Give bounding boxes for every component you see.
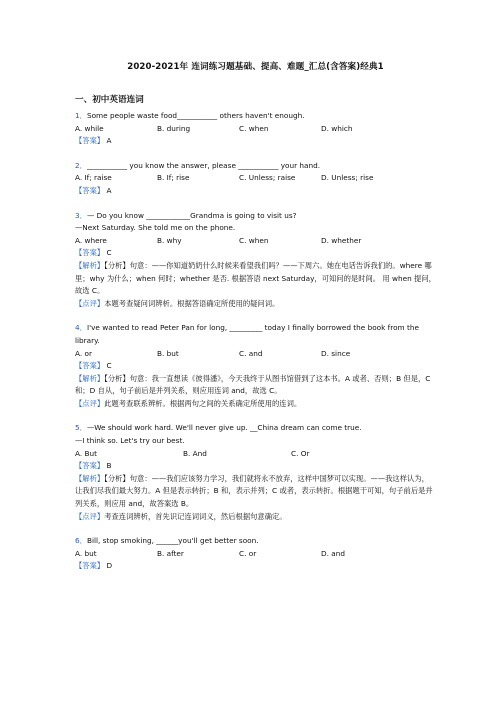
answer-value: C (106, 361, 112, 371)
option-b: B. after (157, 548, 184, 558)
analysis-text: 【分析】句意：——你知道奶奶什么时候来看望我们吗？——下周六。她在电话告诉我们的。where 哪里；why 为什么；when 何时；whether 是否. 根据答语 next Saturday，可知问的是时间。 用 when 提问，故选 C。 (75, 260, 436, 296)
question-4 (75, 322, 436, 410)
option-a: A. while (75, 123, 104, 133)
option-d: D. which (321, 123, 353, 133)
option-c: C. Unless; raise (239, 173, 296, 183)
option-a: A. but (75, 548, 97, 558)
answer-tag: 【答案】 (75, 361, 105, 371)
page-title: 2020-2021年 连词练习题基础、提高、难题_汇总(含答案)经典1 (127, 62, 384, 72)
question-2 (75, 160, 436, 198)
question-stem-reply: —Next Saturday. She told me on the phone. (75, 223, 236, 233)
options (75, 172, 436, 185)
question-number: 3． (75, 210, 87, 220)
comment-tag: 【点评】 (75, 298, 105, 308)
question-number: 6． (75, 536, 87, 546)
question-6 (75, 535, 436, 573)
answer-value: B (106, 461, 112, 471)
question-3 (75, 210, 436, 311)
analysis-text: 【分析】句意：——我们应该努力学习，我们就将永不放弃，这样中国梦可以实现。——我这样认为，让我们尽我们最大努力。A 但是表示转折；B 和，表示并列；C 或者，表示转折。根据题干可知，句子前后是并列关系，则应用 and，故答案选 B。 (75, 473, 433, 509)
question-1 (75, 110, 436, 148)
comment-tag: 【点评】 (75, 511, 105, 521)
option-d: D. and (321, 548, 345, 558)
question-stem: ___________ you know the answer, please ___________ your hand. (86, 160, 321, 170)
question-number: 1． (75, 111, 87, 120)
question-5 (75, 422, 436, 523)
answer-tag: 【答案】 (75, 461, 105, 471)
option-a: A. But (75, 448, 97, 458)
option-a: A. where (75, 235, 107, 245)
analysis-tag: 【解析】 (75, 373, 105, 383)
option-a: A. or (75, 348, 92, 358)
answer-tag: 【答案】 (75, 561, 105, 571)
comment-text: 此题考查联系辨析。根据两句之间的关系确定所使用的连词。 (104, 398, 302, 408)
option-c: C. Or (291, 448, 310, 458)
option-c: C. and (239, 348, 263, 358)
options (75, 548, 436, 561)
comment-text: 本题考查疑问词辨析。根据答语确定所使用的疑问词。 (104, 298, 280, 308)
analysis-text: 【分析】句意：我一直想读《彼得潘》，今天我终于从图书馆借到了这本书。A 或者、否则；B 但是，C 和；D 自从，句子前后是并列关系，则应用连词 and，故选 C。 (75, 373, 431, 396)
options (75, 123, 436, 136)
question-stem: I've wanted to read Peter Pan for long, _________ today I finally borrowed the book from the library. (75, 323, 419, 345)
option-b: B. And (183, 448, 207, 458)
answer-value: C (106, 248, 112, 258)
option-a: A. If; raise (75, 173, 112, 183)
answer-value: A (106, 185, 112, 195)
answer-tag: 【答案】 (75, 185, 105, 195)
option-b: B. during (157, 123, 191, 133)
option-d: D. whether (321, 235, 362, 245)
comment-text: 考查连词辨析，首先识记连词词义，然后根据句意确定。 (104, 511, 287, 521)
option-c: C. when (239, 123, 269, 133)
options (75, 448, 436, 461)
section-heading: 一、初中英语连词 (75, 95, 144, 105)
answer-value: D (106, 561, 113, 571)
question-stem: — Do you know ____________Grandma is going to visit us? (86, 210, 297, 220)
question-stem: —We should work hard. We'll never give up. __China dream can come true. (86, 423, 362, 433)
option-b: B. If; rise (157, 173, 190, 183)
answer-tag: 【答案】 (75, 248, 105, 258)
options (75, 235, 436, 248)
question-number: 2． (75, 160, 87, 170)
analysis-tag: 【解析】 (75, 260, 105, 270)
option-b: B. but (157, 348, 179, 358)
comment-tag: 【点评】 (75, 398, 105, 408)
option-d: D. Unless; rise (321, 173, 374, 183)
options (75, 348, 436, 361)
option-b: B. why (157, 235, 182, 245)
question-stem: Some people waste food___________ others haven't enough. (86, 111, 305, 120)
analysis-tag: 【解析】 (75, 473, 105, 483)
question-stem: Bill, stop smoking, ______you'll get better soon. (86, 536, 259, 546)
answer-tag: 【答案】 (75, 136, 105, 146)
answer-value: A (106, 136, 112, 146)
question-stem-reply: —I think so. Let's try our best. (75, 436, 185, 446)
option-d: D. since (321, 348, 351, 358)
option-c: C. or (239, 548, 257, 558)
question-number: 4． (75, 323, 87, 333)
option-c: C. when (239, 235, 269, 245)
question-number: 5． (75, 423, 87, 433)
